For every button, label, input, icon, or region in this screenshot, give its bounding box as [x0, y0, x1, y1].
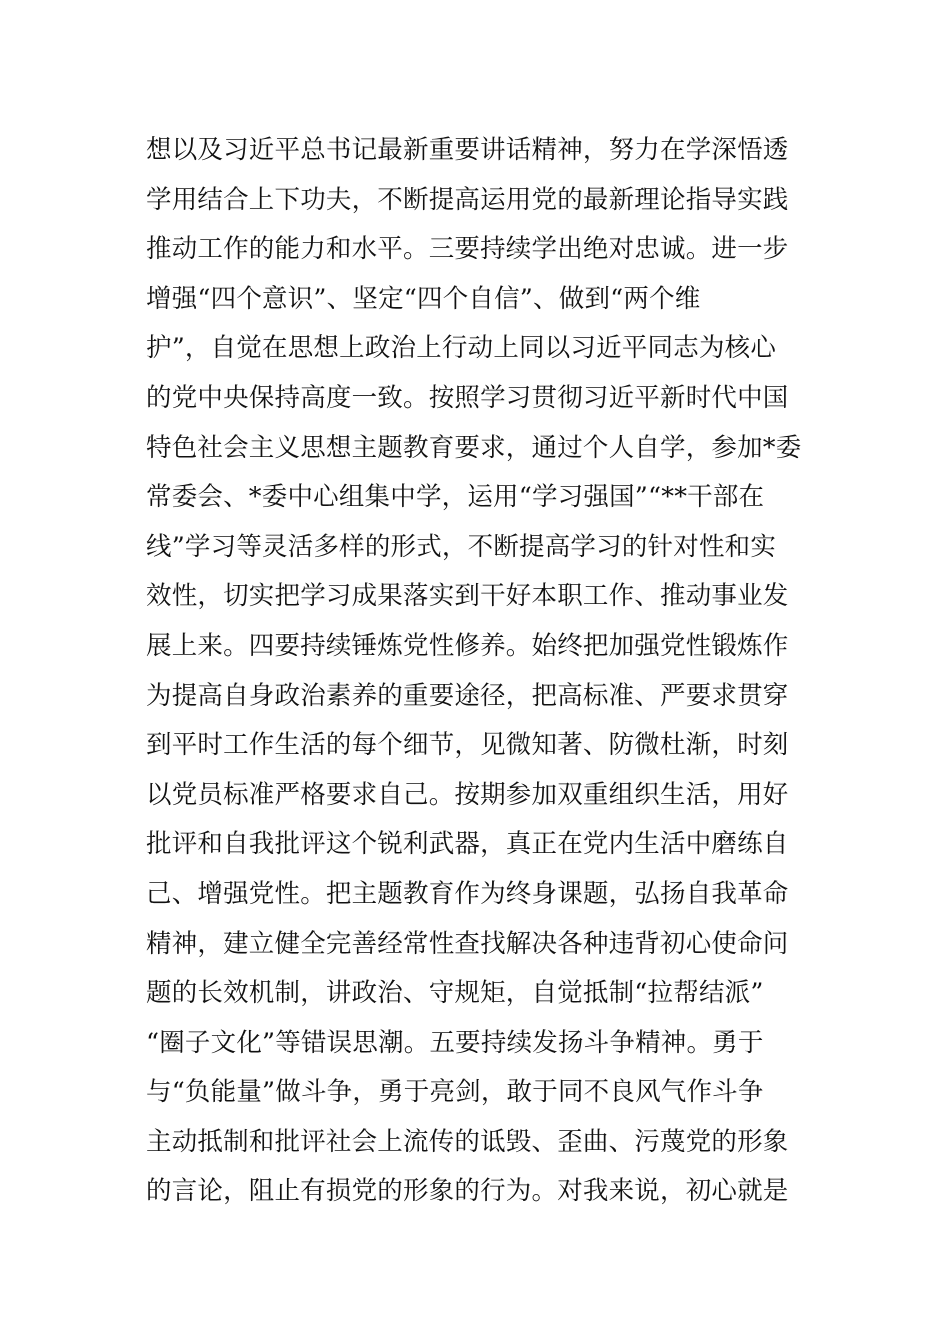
text-line: 增强“四个意识”、坚定“四个自信”、做到“两个维 [146, 283, 701, 314]
text-line: 学用结合上下功夫，不断提高运用党的最新理论指导实践 [146, 184, 789, 215]
text-line: 护”，自觉在思想上政治上行动上同以习近平同志为核心 [146, 333, 777, 364]
text-line: 为提高自身政治素养的重要途径，把高标准、严要求贯穿 [146, 680, 789, 711]
text-line: 的党中央保持高度一致。按照学习贯彻习近平新时代中国 [146, 382, 789, 413]
text-line: 己、增强党性。把主题教育作为终身课题，弘扬自我革命 [146, 878, 789, 909]
text-line: 常委会、*委中心组集中学，运用“学习强国”“**干部在 [146, 482, 765, 513]
text-line: 效性，切实把学习成果落实到干好本职工作、推动事业发 [146, 581, 789, 612]
text-line: 到平时工作生活的每个细节，见微知著、防微杜渐，时刻 [146, 730, 789, 761]
body-text [146, 126, 816, 1217]
text-line: 批评和自我批评这个锐利武器，真正在党内生活中磨练自 [146, 829, 789, 860]
text-line: 主动抵制和批评社会上流传的诋毁、歪曲、污蔑党的形象 [146, 1126, 789, 1157]
text-line: 推动工作的能力和水平。三要持续学出绝对忠诚。进一步 [146, 234, 789, 265]
text-line: 线”学习等灵活多样的形式，不断提高学习的针对性和实 [146, 531, 777, 562]
text-line: 特色社会主义思想主题教育要求，通过个人自学，参加*委 [146, 432, 802, 463]
text-line: 题的长效机制，讲政治、守规矩，自觉抵制“拉帮结派” [146, 978, 764, 1009]
text-line: 想以及习近平总书记最新重要讲话精神，努力在学深悟透 [146, 135, 789, 165]
text-line: “圈子文化”等错误思潮。五要持续发扬斗争精神。勇于 [146, 1027, 764, 1058]
text-line: 与“负能量”做斗争，勇于亮剑，敢于同不良风气作斗争 [146, 1077, 764, 1108]
text-line: 的言论，阻止有损党的形象的行为。对我来说，初心就是 [146, 1176, 789, 1207]
text-line: 精神，建立健全完善经常性查找解决各种违背初心使命问 [146, 928, 789, 959]
text-line: 展上来。四要持续锤炼党性修养。始终把加强党性锻炼作 [146, 630, 789, 661]
text-line: 以党员标准严格要求自己。按期参加双重组织生活，用好 [146, 779, 789, 810]
